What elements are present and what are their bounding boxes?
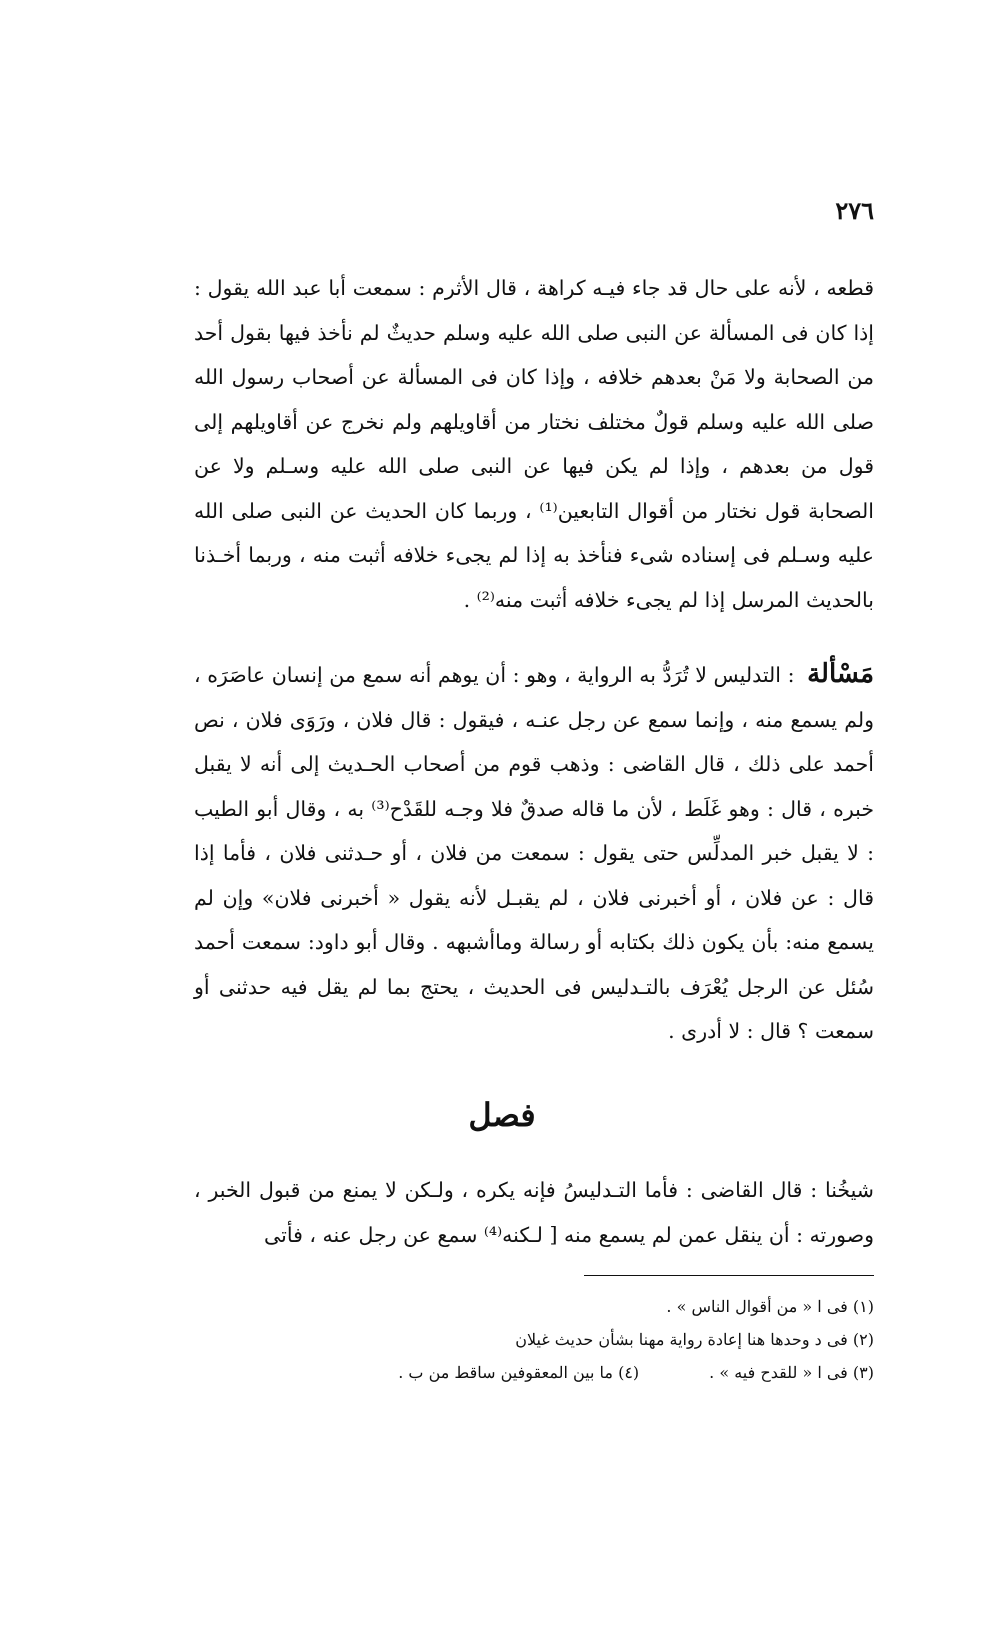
footnote-4: (٤) ما بين المعقوفين ساقط من ب .: [398, 1363, 640, 1382]
section-heading-fasl: فصل: [468, 1096, 536, 1134]
paragraph-athram-quote: [194, 266, 874, 622]
footnotes: [194, 1290, 874, 1389]
footnote-row-3-4: [194, 1356, 874, 1389]
page-number: ٢٧٦: [835, 196, 874, 225]
paragraph-2: [194, 652, 874, 1054]
paragraph-1-text: قطعه ، لأنه على حال قد جاء فيـه كراهة ، قال الأثرم : سمعت أبا عبد الله يقول : إذا كان فى المسألة عن النبى صلى الله عليه وسلم حديثٌ لم نأخذ فيها بقول أحد من الصحابة ولا مَنْ بعدهم خلافه ، وإذا كان فى المسألة عن أصحاب رسول الله صلى الله عليه وسلم قولٌ مختلف نختار من أقاويلهم ولم نخرج عن أقاويلهم إلى قول من بعدهم ، وإذا لم يكن فيها عن النبى صلى الله عليه وسـلم ولا عن الصحابة قول نختار من أقوال التابعين⁽¹⁾ ، وربما كان الحديث عن النبى صلى الله عليه وسـلم فى إسناده شىء فنأخذ به إذا لم يجىء خلافه أثبت منه ، وربما أخـذنا بالحديث المرسل إذا لم يجىء خلافه أثبت منه⁽²⁾ .: [194, 276, 875, 612]
paragraph-tadlis-issue: [194, 652, 874, 1054]
paragraph-shaykhuna: [194, 1168, 874, 1257]
masala-label: مَسْألة: [807, 659, 874, 689]
footnote-3: (٣) فى ا « للقدح فيه » .: [709, 1363, 874, 1382]
paragraph-2-text: : التدليس لا تُرَدُّ به الرواية ، وهو : أن يوهم أنه سمع من إنسان عاصَرَه ، ولم يسمع منه ، وإنما سمع عن رجل عنـه ، فيقول : قال فلان ، ورَوَى فلان ، نص أحمد على ذلك ، قال القاضى : وذهب قوم من أصحاب الحـديث إلى أنه لا يقبل خبره ، قال : وهو غَلَط ، لأن ما قاله صدقٌ فلا وجـه للقَدْح⁽³⁾ به ، وقال أبو الطيب : لا يقبل خبر المدلِّس حتى يقول : سمعت من فلان ، أو حـدثنى فلان ، فأما إذا قال : عن فلان ، أو أخبرنى فلان ، لم يقبـل لأنه يقول « أخبرنى فلان» وإن لم يسمع منه: بأن يكون ذلك بكتابه أو رسالة وماأشبهه . وقال أبو داود: سمعت أحمد سُئل عن الرجل يُعْرَف بالتـدليس فى الحديث ، يحتج بما لم يقل فيه حدثنى أو سمعت ؟ قال : لا أدرى .: [194, 663, 874, 1043]
paragraph-3-text: شيخُنا : قال القاضى : فأما التـدليسُ فإنه يكره ، ولـكن لا يمنع من قبول الخبر ، وصورته : أن ينقل عمن لم يسمع منه [ لـكنه⁽⁴⁾ سمع عن رجل عنه ، فأتى: [194, 1178, 874, 1247]
footnote-divider: [584, 1275, 874, 1276]
footnote-1: (١) فى ا « من أقوال الناس » .: [666, 1297, 874, 1316]
footnote-2: (٢) فى د وحدها هنا إعادة رواية مهنا بشأن حديث غيلان: [515, 1330, 874, 1349]
